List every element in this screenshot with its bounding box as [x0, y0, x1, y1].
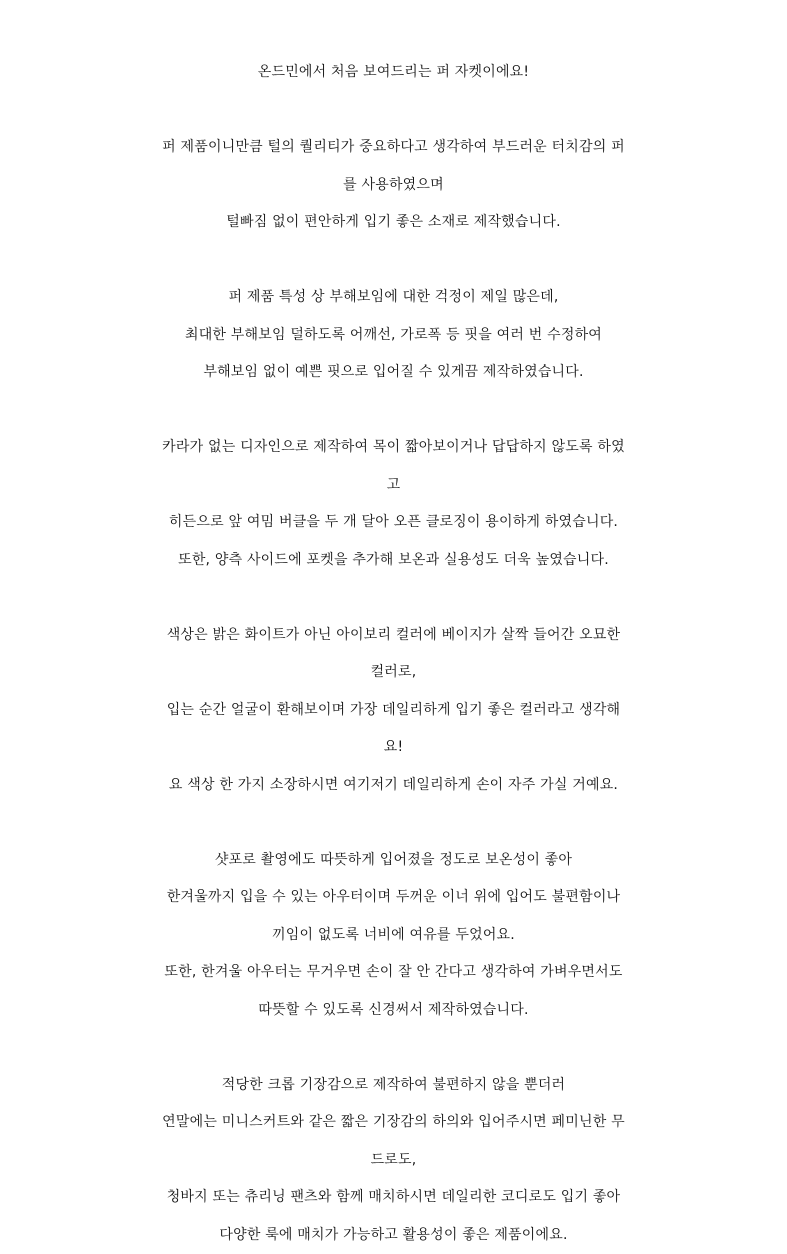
- text-line: 청바지 또는 츄리닝 팬츠와 함께 매치하시면 데일리한 코디로도 입기 좋아: [0, 1179, 787, 1217]
- text-line: 적당한 크롭 기장감으로 제작하여 불편하지 않을 뿐더러: [0, 1067, 787, 1105]
- text-line: 요!: [0, 729, 787, 767]
- text-line: 한겨울까지 입을 수 있는 아우터이며 두꺼운 이너 위에 입어도 불편함이나: [0, 879, 787, 917]
- text-line: 드로도,: [0, 1142, 787, 1180]
- text-line: 따뜻할 수 있도록 신경써서 제작하였습니다.: [0, 992, 787, 1030]
- text-line: 고: [0, 467, 787, 505]
- product-description: [0, 54, 787, 1254]
- paragraph-intro: [0, 54, 787, 92]
- text-line: 또한, 한겨울 아우터는 무거우면 손이 잘 안 간다고 생각하여 가벼우면서도: [0, 954, 787, 992]
- paragraph-fit: [0, 279, 787, 392]
- paragraph-gap: [0, 242, 787, 280]
- text-line: 를 사용하였으며: [0, 167, 787, 205]
- text-line: 입는 순간 얼굴이 환해보이며 가장 데일리하게 입기 좋은 컬러라고 생각해: [0, 692, 787, 730]
- text-line: 퍼 제품이니만큼 털의 퀄리티가 중요하다고 생각하여 부드러운 터치감의 퍼: [0, 129, 787, 167]
- text-line: 다양한 룩에 매치가 가능하고 활용성이 좋은 제품이에요.: [0, 1217, 787, 1254]
- paragraph-design: [0, 429, 787, 579]
- text-line: 히든으로 앞 여밈 버클을 두 개 달아 오픈 클로징이 용이하게 하였습니다.: [0, 504, 787, 542]
- text-line: 연말에는 미니스커트와 같은 짧은 기장감의 하의와 입어주시면 페미닌한 무: [0, 1104, 787, 1142]
- paragraph-styling: [0, 1067, 787, 1254]
- paragraph-warmth: [0, 842, 787, 1030]
- text-line: 온드민에서 처음 보여드리는 퍼 자켓이에요!: [0, 54, 787, 92]
- text-line: 끼임이 없도록 너비에 여유를 두었어요.: [0, 917, 787, 955]
- text-line: 컬러로,: [0, 654, 787, 692]
- text-line: 부해보임 없이 예쁜 핏으로 입어질 수 있게끔 제작하였습니다.: [0, 354, 787, 392]
- text-line: 카라가 없는 디자인으로 제작하여 목이 짧아보이거나 답답하지 않도록 하였: [0, 429, 787, 467]
- text-line: 요 색상 한 가지 소장하시면 여기저기 데일리하게 손이 자주 가실 거예요.: [0, 767, 787, 805]
- text-line: 샷포로 촬영에도 따뜻하게 입어졌을 정도로 보온성이 좋아: [0, 842, 787, 880]
- paragraph-gap: [0, 1029, 787, 1067]
- paragraph-gap: [0, 579, 787, 617]
- text-line: 색상은 밝은 화이트가 아닌 아이보리 컬러에 베이지가 살짝 들어간 오묘한: [0, 617, 787, 655]
- paragraph-gap: [0, 92, 787, 130]
- text-line: 털빠짐 없이 편안하게 입기 좋은 소재로 제작했습니다.: [0, 204, 787, 242]
- paragraph-gap: [0, 392, 787, 430]
- text-line: 또한, 양측 사이드에 포켓을 추가해 보온과 실용성도 더욱 높였습니다.: [0, 542, 787, 580]
- paragraph-color: [0, 617, 787, 805]
- text-line: 퍼 제품 특성 상 부해보임에 대한 걱정이 제일 많은데,: [0, 279, 787, 317]
- paragraph-gap: [0, 804, 787, 842]
- text-line: 최대한 부해보임 덜하도록 어깨선, 가로폭 등 핏을 여러 번 수정하여: [0, 317, 787, 355]
- paragraph-fur-quality: [0, 129, 787, 242]
